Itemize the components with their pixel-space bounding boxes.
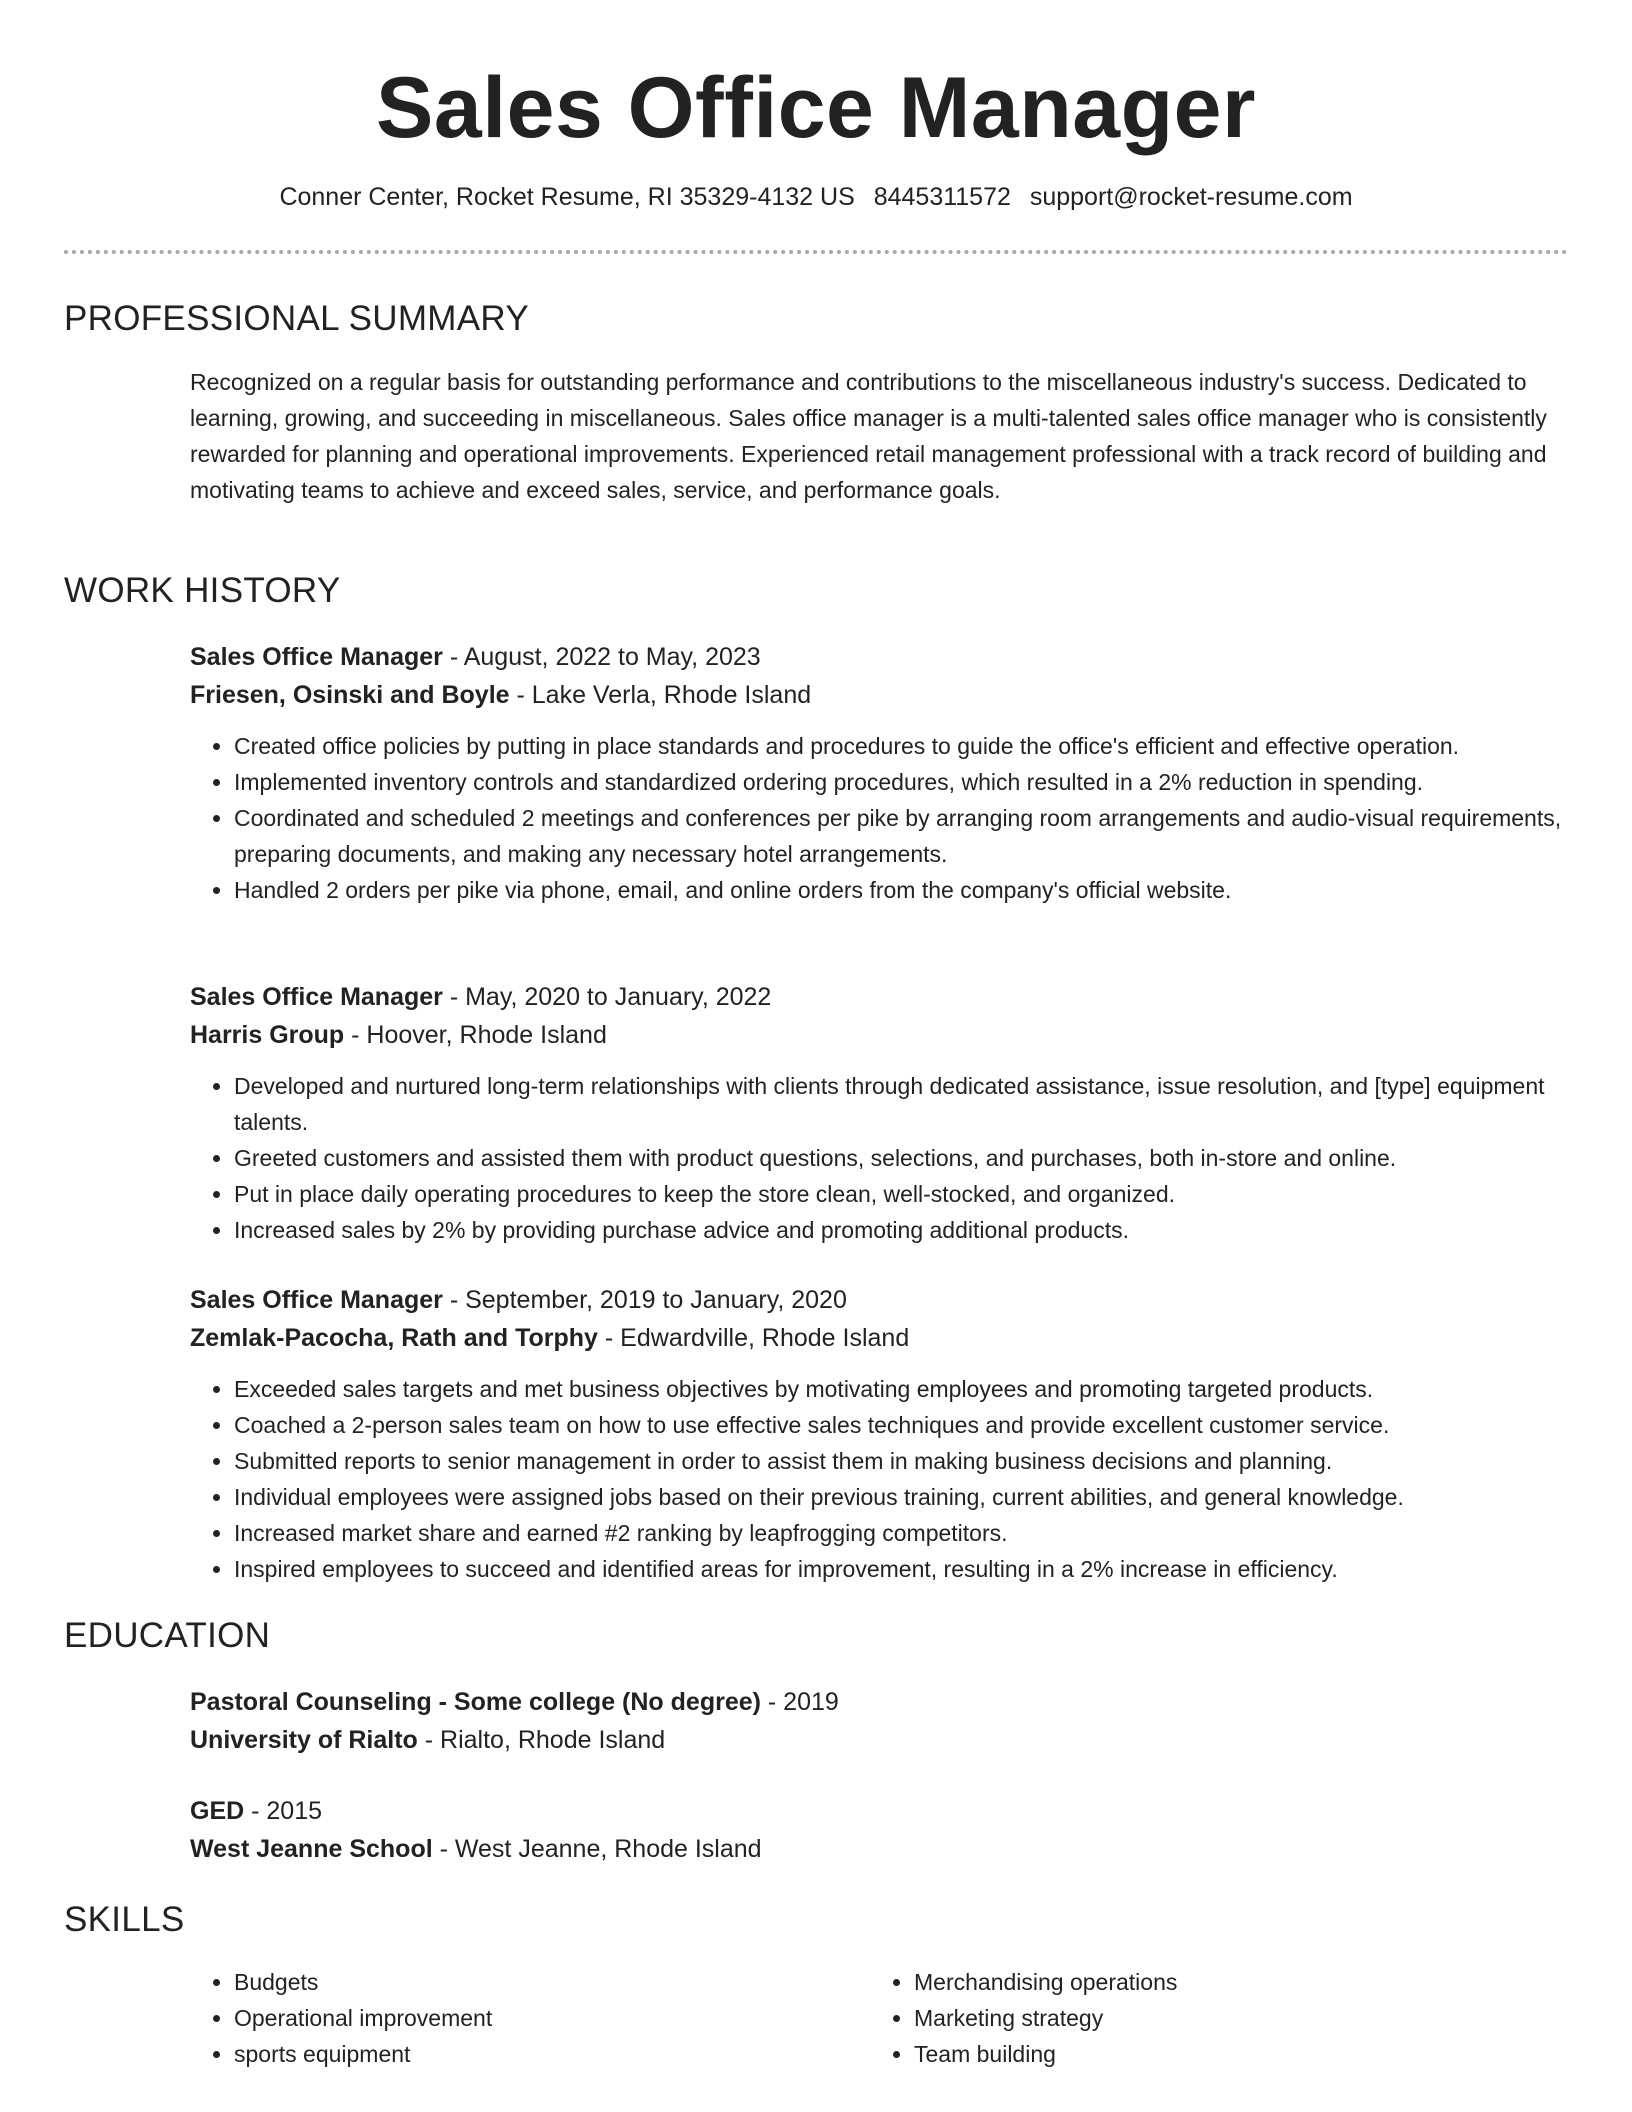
contact-address: Conner Center, Rocket Resume, RI 35329-4132 US xyxy=(279,183,855,211)
education-degree: Pastoral Counseling - Some college (No degree) xyxy=(190,1688,761,1716)
education-degree-line xyxy=(190,1683,1568,1721)
job-title-line xyxy=(190,978,1568,1016)
list-item: • Inspired employees to succeed and identified areas for improvement, resulting in a 2% increase in efficiency. xyxy=(234,1551,1568,1587)
job-company-line xyxy=(190,676,1568,714)
job-dates: - May, 2020 to January, 2022 xyxy=(442,983,772,1011)
job-title-line xyxy=(190,1281,1568,1319)
education-location: - Rialto, Rhode Island xyxy=(417,1726,666,1754)
job-entry-1 xyxy=(190,638,1568,908)
skill-item: • Marketing strategy xyxy=(914,2000,1470,2036)
job-company-line xyxy=(190,1319,1568,1357)
list-item: • Submitted reports to senior management in order to assist them in making business decisions and planning. xyxy=(234,1443,1568,1479)
list-item: • Handled 2 orders per pike via phone, email, and online orders from the company's official website. xyxy=(234,872,1568,908)
skill-item: • Operational improvement xyxy=(234,2000,870,2036)
list-item: • Coordinated and scheduled 2 meetings and conferences per pike by arranging room arrangements and audio-visual requirements, preparing documents, and making any necessary hotel arrangements. xyxy=(234,800,1568,872)
education-degree: GED xyxy=(190,1797,245,1825)
job-company-line xyxy=(190,1016,1568,1054)
education-school: West Jeanne School xyxy=(190,1835,433,1863)
section-title-education: EDUCATION xyxy=(64,1616,271,1655)
list-item: • Increased sales by 2% by providing purchase advice and promoting additional products. xyxy=(234,1212,1568,1248)
job-entry-2 xyxy=(190,978,1568,1248)
skills-list xyxy=(190,1964,1568,2072)
job-location: - Hoover, Rhode Island xyxy=(344,1021,607,1049)
list-item: • Developed and nurtured long-term relationships with clients through dedicated assistance, issue resolution, and [type] equipment talents. xyxy=(234,1068,1568,1140)
education-entry-1 xyxy=(190,1683,1568,1759)
job-company: Zemlak-Pacocha, Rath and Torphy xyxy=(190,1324,598,1352)
job-company: Harris Group xyxy=(190,1021,345,1049)
skill-item: • Budgets xyxy=(234,1964,870,2000)
list-item: • Created office policies by putting in place standards and procedures to guide the office's efficient and effective operation. xyxy=(234,728,1568,764)
education-school-line xyxy=(190,1721,1568,1759)
resume-name: Sales Office Manager xyxy=(376,60,1256,156)
job-bullets xyxy=(190,1068,1568,1248)
skill-item: • sports equipment xyxy=(234,2036,870,2072)
job-company: Friesen, Osinski and Boyle xyxy=(190,681,510,709)
job-bullets xyxy=(190,1371,1568,1587)
skills-column-left xyxy=(190,1964,870,2072)
job-title-line xyxy=(190,638,1568,676)
job-location: - Lake Verla, Rhode Island xyxy=(509,681,812,709)
job-entry-3 xyxy=(190,1281,1568,1587)
list-item: • Greeted customers and assisted them with product questions, selections, and purchases, both in-store and online. xyxy=(234,1140,1568,1176)
education-degree-line xyxy=(190,1792,1568,1830)
job-dates: - September, 2019 to January, 2020 xyxy=(442,1286,847,1314)
education-year: - 2015 xyxy=(244,1797,323,1825)
job-title: Sales Office Manager xyxy=(190,1286,443,1314)
section-title-skills: SKILLS xyxy=(64,1900,185,1939)
list-item: • Exceeded sales targets and met business objectives by motivating employees and promoting targeted products. xyxy=(234,1371,1568,1407)
education-location: - West Jeanne, Rhode Island xyxy=(432,1835,762,1863)
education-year: - 2019 xyxy=(760,1688,839,1716)
section-title-summary: PROFESSIONAL SUMMARY xyxy=(64,299,529,338)
list-item: • Implemented inventory controls and standardized ordering procedures, which resulted in a 2% reduction in spending. xyxy=(234,764,1568,800)
job-location: - Edwardville, Rhode Island xyxy=(597,1324,910,1352)
education-entry-2 xyxy=(190,1792,1568,1868)
list-item: • Put in place daily operating procedures to keep the store clean, well-stocked, and organized. xyxy=(234,1176,1568,1212)
education-school: University of Rialto xyxy=(190,1726,418,1754)
contact-line xyxy=(0,182,1632,212)
job-bullets xyxy=(190,728,1568,908)
skills-column-right xyxy=(870,1964,1470,2072)
skill-item: • Merchandising operations xyxy=(914,1964,1470,2000)
skill-item: • Team building xyxy=(914,2036,1470,2072)
summary-text: Recognized on a regular basis for outstanding performance and contributions to the miscellaneous industry's success. Dedicated to learning, growing, and succeeding in miscellaneous. Sales office manager is a multi-talented sales office manager who is consistently rewarded for planning and operational improvements. Experienced retail management professional with a track record of building and motivating teams to achieve and exceed sales, service, and performance goals. xyxy=(190,369,1547,503)
list-item: • Coached a 2-person sales team on how to use effective sales techniques and provide excellent customer service. xyxy=(234,1407,1568,1443)
list-item: • Individual employees were assigned jobs based on their previous training, current abilities, and general knowledge. xyxy=(234,1479,1568,1515)
section-title-work: WORK HISTORY xyxy=(64,571,341,610)
list-item: • Increased market share and earned #2 ranking by leapfrogging competitors. xyxy=(234,1515,1568,1551)
header-divider xyxy=(64,250,1568,254)
job-title: Sales Office Manager xyxy=(190,643,443,671)
education-school-line xyxy=(190,1830,1568,1868)
job-dates: - August, 2022 to May, 2023 xyxy=(442,643,761,671)
contact-phone: 8445311572 xyxy=(873,183,1011,211)
contact-email: support@rocket-resume.com xyxy=(1029,183,1353,211)
job-title: Sales Office Manager xyxy=(190,983,443,1011)
